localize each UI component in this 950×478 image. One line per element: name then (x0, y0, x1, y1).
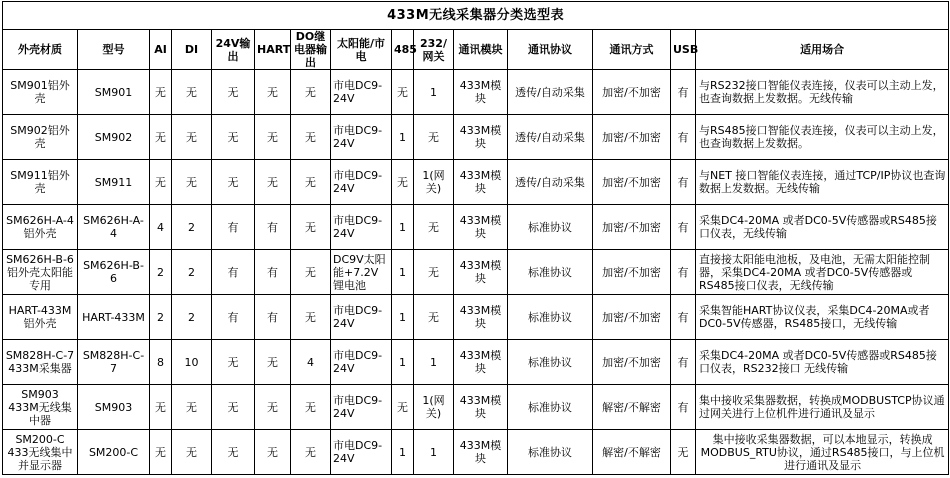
cell-power: 市电DC9-24V (331, 385, 392, 430)
header-usb: USB (671, 30, 696, 70)
header-24v: 24V输出 (212, 30, 255, 70)
cell-power: DC9V太阳能+7.2V锂电池 (331, 250, 392, 295)
header-model: 型号 (78, 30, 150, 70)
cell-module: 433M模块 (454, 250, 508, 295)
cell-model: HART-433M (78, 295, 150, 340)
table-body (3, 70, 949, 475)
cell-hart: 无 (255, 385, 291, 430)
table-row (3, 115, 949, 160)
cell-232: 无 (414, 295, 454, 340)
cell-hart: 有 (255, 250, 291, 295)
cell-shell: SM828H-C-7 433M采集器 (3, 340, 78, 385)
cell-do: 4 (291, 340, 331, 385)
cell-module: 433M模块 (454, 295, 508, 340)
cell-ai: 无 (150, 385, 172, 430)
cell-usb: 有 (671, 250, 696, 295)
header-protocol: 通讯协议 (508, 30, 593, 70)
cell-power: 市电DC9-24V (331, 430, 392, 475)
table-row (3, 250, 949, 295)
cell-ai: 2 (150, 295, 172, 340)
cell-485: 无 (392, 70, 414, 115)
cell-module: 433M模块 (454, 340, 508, 385)
cell-model: SM200-C (78, 430, 150, 475)
cell-usage: 与RS485接口智能仪表连接，仪表可以主动上发，也查询数据上发数据。 (696, 115, 949, 160)
cell-mode: 加密/不加密 (593, 115, 671, 160)
cell-module: 433M模块 (454, 430, 508, 475)
cell-usb: 有 (671, 115, 696, 160)
cell-485: 1 (392, 340, 414, 385)
table-row (3, 205, 949, 250)
cell-usb: 有 (671, 160, 696, 205)
cell-485: 1 (392, 295, 414, 340)
cell-di: 无 (172, 430, 212, 475)
cell-485: 1 (392, 430, 414, 475)
cell-shell: HART-433M铝外壳 (3, 295, 78, 340)
cell-model: SM911 (78, 160, 150, 205)
cell-module: 433M模块 (454, 115, 508, 160)
cell-do: 无 (291, 430, 331, 475)
cell-hart: 无 (255, 115, 291, 160)
cell-shell: SM626H-B-6铝外壳太阳能专用 (3, 250, 78, 295)
cell-ai: 无 (150, 430, 172, 475)
cell-usage: 集中接收采集器数据，可以本地显示，转换成MODBUS_RTU协议，通过RS485接口，与上位机进行通讯及显示 (696, 430, 949, 475)
cell-do: 无 (291, 250, 331, 295)
cell-hart: 有 (255, 205, 291, 250)
cell-mode: 加密/不加密 (593, 205, 671, 250)
table-title: 433M无线采集器分类选型表 (3, 2, 949, 30)
cell-mode: 解密/不解密 (593, 385, 671, 430)
cell-232: 无 (414, 250, 454, 295)
cell-do: 无 (291, 295, 331, 340)
cell-485: 1 (392, 115, 414, 160)
cell-232: 1(网关) (414, 385, 454, 430)
cell-232: 无 (414, 115, 454, 160)
cell-di: 2 (172, 250, 212, 295)
cell-shell: SM901铝外壳 (3, 70, 78, 115)
cell-shell: SM911铝外壳 (3, 160, 78, 205)
cell-24v: 无 (212, 430, 255, 475)
header-di: DI (172, 30, 212, 70)
cell-protocol: 透传/自动采集 (508, 115, 593, 160)
cell-protocol: 标准协议 (508, 250, 593, 295)
cell-power: 市电DC9-24V (331, 70, 392, 115)
cell-24v: 无 (212, 160, 255, 205)
header-shell: 外壳材质 (3, 30, 78, 70)
cell-mode: 解密/不解密 (593, 430, 671, 475)
cell-usage: 与RS232接口智能仪表连接，仪表可以主动上发，也查询数据上发数据。无线传输 (696, 70, 949, 115)
cell-power: 市电DC9-24V (331, 160, 392, 205)
cell-485: 1 (392, 205, 414, 250)
cell-232: 1 (414, 340, 454, 385)
cell-module: 433M模块 (454, 70, 508, 115)
cell-ai: 无 (150, 160, 172, 205)
cell-model: SM626H-A-4 (78, 205, 150, 250)
cell-485: 无 (392, 160, 414, 205)
cell-di: 无 (172, 70, 212, 115)
cell-do: 无 (291, 385, 331, 430)
cell-do: 无 (291, 115, 331, 160)
cell-hart: 无 (255, 70, 291, 115)
header-hart: HART (255, 30, 291, 70)
cell-hart: 无 (255, 340, 291, 385)
cell-module: 433M模块 (454, 385, 508, 430)
cell-shell: SM626H-A-4铝外壳 (3, 205, 78, 250)
cell-usb: 有 (671, 205, 696, 250)
header-row (3, 30, 949, 70)
cell-usage: 采集智能HART协议仪表，采集DC4-20MA或者DC0-5V传感器，RS485接口，无线传输 (696, 295, 949, 340)
cell-24v: 无 (212, 70, 255, 115)
cell-di: 2 (172, 295, 212, 340)
cell-model: SM903 (78, 385, 150, 430)
header-do: DO继电器输出 (291, 30, 331, 70)
cell-usb: 有 (671, 295, 696, 340)
cell-shell: SM903 433M无线集中器 (3, 385, 78, 430)
cell-di: 10 (172, 340, 212, 385)
header-232: 232/网关 (414, 30, 454, 70)
cell-di: 无 (172, 385, 212, 430)
cell-shell: SM902铝外壳 (3, 115, 78, 160)
header-mode: 通讯方式 (593, 30, 671, 70)
cell-di: 2 (172, 205, 212, 250)
cell-power: 市电DC9-24V (331, 205, 392, 250)
cell-ai: 4 (150, 205, 172, 250)
cell-model: SM626H-B-6 (78, 250, 150, 295)
cell-do: 无 (291, 70, 331, 115)
table-row (3, 385, 949, 430)
cell-power: 市电DC9-24V (331, 340, 392, 385)
cell-hart: 无 (255, 160, 291, 205)
cell-usage: 与NET 接口智能仪表连接，通过TCP/IP协议也查询数据上发数据。无线传输 (696, 160, 949, 205)
cell-protocol: 透传/自动采集 (508, 70, 593, 115)
cell-mode: 加密/不加密 (593, 70, 671, 115)
cell-24v: 无 (212, 385, 255, 430)
cell-protocol: 标准协议 (508, 295, 593, 340)
cell-mode: 加密/不加密 (593, 160, 671, 205)
cell-mode: 加密/不加密 (593, 250, 671, 295)
cell-232: 1 (414, 430, 454, 475)
cell-485: 无 (392, 385, 414, 430)
cell-usage: 采集DC4-20MA 或者DC0-5V传感器或RS485接口仪表，无线传输 (696, 205, 949, 250)
cell-ai: 2 (150, 250, 172, 295)
cell-24v: 有 (212, 295, 255, 340)
cell-shell: SM200-C 433无线集中并显示器 (3, 430, 78, 475)
table-row (3, 295, 949, 340)
cell-usage: 直接接太阳能电池板，及电池，无需太阳能控制器，采集DC4-20MA 或者DC0-5V传感器或RS485接口仪表，无线传输 (696, 250, 949, 295)
cell-232: 无 (414, 205, 454, 250)
cell-ai: 无 (150, 70, 172, 115)
header-power: 太阳能/市电 (331, 30, 392, 70)
table-row (3, 160, 949, 205)
cell-usb: 有 (671, 70, 696, 115)
cell-model: SM902 (78, 115, 150, 160)
cell-protocol: 标准协议 (508, 340, 593, 385)
header-485: 485 (392, 30, 414, 70)
selection-table-container (2, 1, 948, 476)
cell-24v: 无 (212, 340, 255, 385)
cell-hart: 无 (255, 430, 291, 475)
cell-di: 无 (172, 160, 212, 205)
cell-protocol: 标准协议 (508, 430, 593, 475)
table-row (3, 70, 949, 115)
cell-usb: 有 (671, 385, 696, 430)
cell-232: 1(网关) (414, 160, 454, 205)
cell-24v: 无 (212, 115, 255, 160)
cell-module: 433M模块 (454, 160, 508, 205)
cell-24v: 有 (212, 205, 255, 250)
cell-module: 433M模块 (454, 205, 508, 250)
cell-usage: 采集DC4-20MA 或者DC0-5V传感器或RS485接口仪表，RS232接口 无线传输 (696, 340, 949, 385)
cell-usage: 集中接收采集器数据，转换成MODBUSTCP协议通过网关进行上位机件进行通讯及显示 (696, 385, 949, 430)
table-row (3, 430, 949, 475)
cell-power: 市电DC9-24V (331, 115, 392, 160)
cell-24v: 有 (212, 250, 255, 295)
cell-232: 1 (414, 70, 454, 115)
cell-usb: 无 (671, 430, 696, 475)
cell-model: SM901 (78, 70, 150, 115)
cell-protocol: 透传/自动采集 (508, 160, 593, 205)
cell-protocol: 标准协议 (508, 205, 593, 250)
cell-model: SM828H-C-7 (78, 340, 150, 385)
header-ai: AI (150, 30, 172, 70)
cell-ai: 无 (150, 115, 172, 160)
cell-do: 无 (291, 205, 331, 250)
cell-di: 无 (172, 115, 212, 160)
cell-protocol: 标准协议 (508, 385, 593, 430)
table-row (3, 340, 949, 385)
cell-ai: 8 (150, 340, 172, 385)
selection-table (2, 1, 949, 475)
cell-hart: 有 (255, 295, 291, 340)
cell-power: 市电DC9-24V (331, 295, 392, 340)
cell-usb: 有 (671, 340, 696, 385)
header-usage: 适用场合 (696, 30, 949, 70)
header-module: 通讯模块 (454, 30, 508, 70)
cell-mode: 加密/不加密 (593, 340, 671, 385)
cell-485: 1 (392, 250, 414, 295)
cell-mode: 加密/不加密 (593, 295, 671, 340)
cell-do: 无 (291, 160, 331, 205)
